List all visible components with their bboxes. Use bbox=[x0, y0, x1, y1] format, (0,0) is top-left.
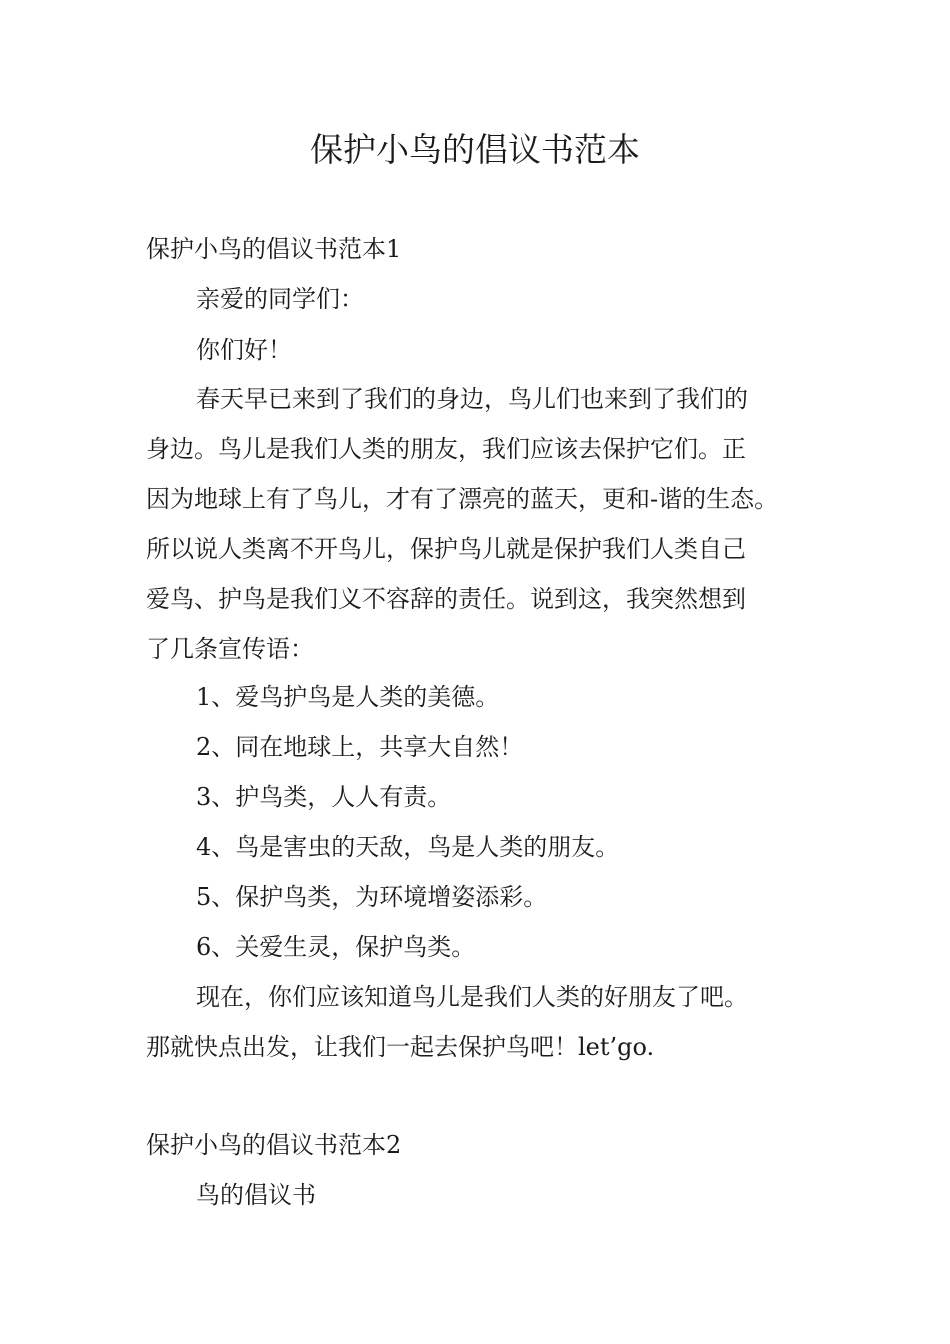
paragraph-line: 因为地球上有了鸟儿，才有了漂亮的蓝天，更和-谐的生态。 bbox=[146, 485, 779, 513]
slogan-item: 6、关爱生灵，保护鸟类。 bbox=[196, 933, 476, 961]
slogan-item: 3、护鸟类，人人有责。 bbox=[196, 783, 452, 811]
slogan-item: 2、同在地球上，共享大自然！ bbox=[196, 733, 524, 761]
closing-line: 那就快点出发，让我们一起去保护鸟吧！let’go. bbox=[146, 1033, 655, 1061]
section-2-subtitle: 鸟的倡议书 bbox=[196, 1181, 316, 1209]
section-2-heading: 保护小鸟的倡议书范本2 bbox=[146, 1131, 402, 1159]
closing-line: 现在，你们应该知道鸟儿是我们人类的好朋友了吧。 bbox=[196, 983, 748, 1011]
slogan-item: 5、保护鸟类，为环境增姿添彩。 bbox=[196, 883, 548, 911]
slogan-item: 4、鸟是害虫的天敌，鸟是人类的朋友。 bbox=[196, 833, 620, 861]
greeting: 亲爱的同学们： bbox=[196, 285, 364, 313]
paragraph-line: 春天早已来到了我们的身边，鸟儿们也来到了我们的 bbox=[196, 385, 748, 413]
paragraph-line: 爱鸟、护鸟是我们义不容辞的责任。说到这，我突然想到 bbox=[146, 585, 746, 613]
paragraph-line: 了几条宣传语： bbox=[146, 635, 314, 663]
hello: 你们好！ bbox=[196, 336, 292, 364]
paragraph-line: 身边。鸟儿是我们人类的朋友，我们应该去保护它们。正 bbox=[146, 435, 746, 463]
section-1-heading: 保护小鸟的倡议书范本1 bbox=[146, 235, 402, 263]
document-title: 保护小鸟的倡议书范本 bbox=[310, 130, 640, 169]
paragraph-line: 所以说人类离不开鸟儿，保护鸟儿就是保护我们人类自己 bbox=[146, 535, 746, 563]
slogan-item: 1、爱鸟护鸟是人类的美德。 bbox=[196, 683, 500, 711]
